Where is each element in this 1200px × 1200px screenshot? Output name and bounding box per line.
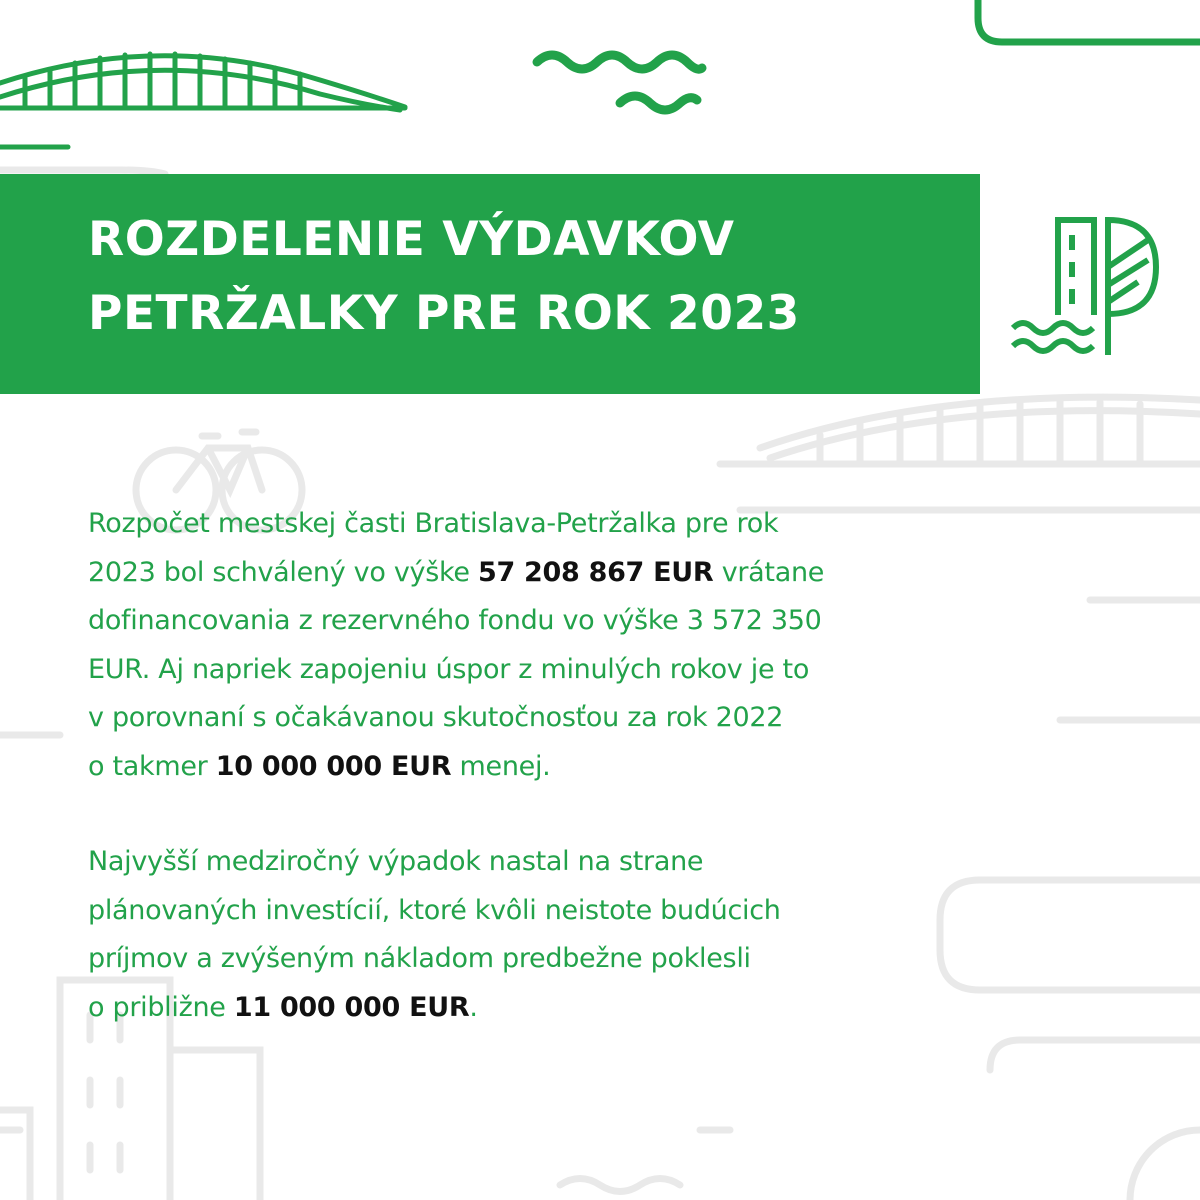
paragraph-line: EUR. Aj napriek zapojeniu úspor z minulých rokov je to bbox=[88, 653, 810, 685]
petrzalka-logo-icon bbox=[1008, 210, 1170, 360]
paragraph-line: Rozpočet mestskej časti Bratislava-Petržalka pre rok bbox=[88, 508, 779, 539]
wave-icon bbox=[537, 55, 702, 110]
bridge-icon bbox=[0, 54, 405, 147]
paragraph-line bbox=[88, 549, 1128, 598]
paragraph-text: 2023 bol schválený vo výške bbox=[88, 556, 478, 588]
paragraph-line: v porovnaní s očakávanou skutočnosťou za rok 2022 bbox=[88, 702, 784, 733]
approved-budget-amount: 57 208 867 EUR bbox=[477, 556, 714, 588]
title-banner bbox=[0, 174, 980, 394]
grey-circle-icon bbox=[1130, 1130, 1200, 1200]
paragraph-line bbox=[88, 743, 1128, 792]
paragraph-text: menej. bbox=[451, 750, 551, 782]
paragraph-text: . bbox=[469, 991, 478, 1023]
grey-rounded-shape-icon-2 bbox=[990, 1040, 1200, 1070]
budget-paragraph bbox=[88, 500, 1128, 791]
investment-decrease-amount: 11 000 000 EUR bbox=[233, 991, 470, 1023]
investment-paragraph bbox=[88, 838, 1128, 1032]
page-title-line-2: PETRŽALKY PRE ROK 2023 bbox=[88, 286, 800, 341]
paragraph-line bbox=[88, 984, 1128, 1033]
paragraph-text: vrátane bbox=[713, 556, 825, 588]
paragraph-text: o takmer bbox=[88, 750, 216, 782]
page-title-line-1: ROZDELENIE VÝDAVKOV bbox=[88, 212, 735, 267]
corner-shape-icon bbox=[978, 0, 1200, 42]
paragraph-line: príjmov a zvýšeným nákladom predbežne poklesli bbox=[88, 943, 751, 974]
decrease-amount: 10 000 000 EUR bbox=[215, 750, 452, 782]
paragraph-line: plánovaných investícií, ktoré kvôli neistote budúcich bbox=[88, 894, 781, 926]
grey-bridge-icon bbox=[720, 397, 1200, 464]
paragraph-line: dofinancovania z rezervného fondu vo výške 3 572 350 bbox=[88, 605, 822, 636]
paragraph-line: Najvyšší medziročný výpadok nastal na strane bbox=[88, 846, 704, 877]
grey-wave-icon bbox=[560, 1179, 680, 1192]
paragraph-text: o približne bbox=[88, 991, 234, 1023]
